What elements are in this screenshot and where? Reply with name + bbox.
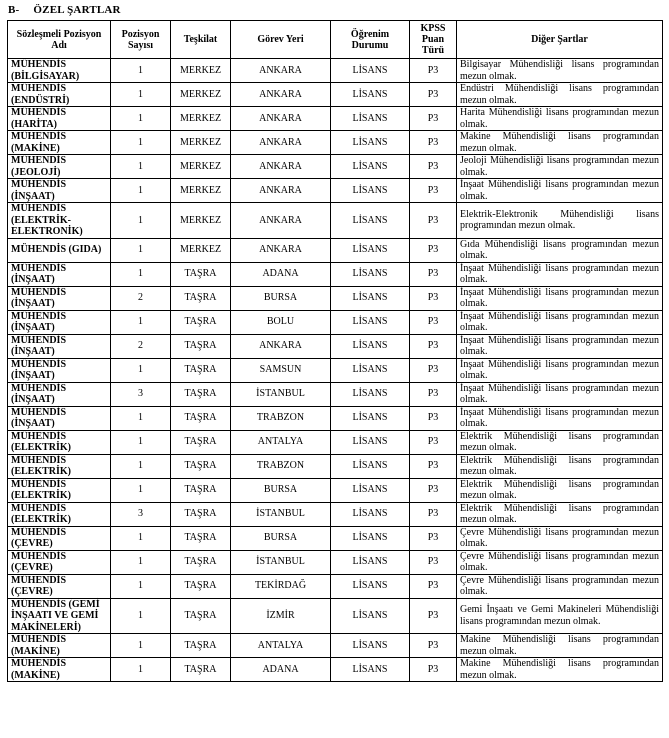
cell-position: MÜHENDİS (ENDÜSTRİ) [8,83,111,107]
cell-location: ANKARA [231,179,331,203]
cell-other: Gıda Mühendisliği lisans programından mezun olmak. [457,238,663,262]
cell-position: MÜHENDİS (MAKİNE) [8,634,111,658]
cell-count: 3 [111,382,171,406]
cell-education: LİSANS [331,502,410,526]
cell-other: İnşaat Mühendisliği lisans programından mezun olmak. [457,334,663,358]
cell-kpss: P3 [410,550,457,574]
cell-location: İZMİR [231,598,331,634]
cell-kpss: P3 [410,574,457,598]
cell-kpss: P3 [410,286,457,310]
table-row [8,131,663,155]
cell-education: LİSANS [331,658,410,682]
cell-kpss: P3 [410,59,457,83]
cell-org: TAŞRA [171,334,231,358]
cell-other: Bilgisayar Mühendisliği lisans programından mezun olmak. [457,59,663,83]
cell-other: Elektrik Mühendisliği lisans programından mezun olmak. [457,478,663,502]
header-kpss: KPSS Puan Türü [410,21,457,59]
table-row [8,550,663,574]
cell-location: TRABZON [231,454,331,478]
cell-other: Makine Mühendisliği lisans programından mezun olmak. [457,658,663,682]
cell-other: İnşaat Mühendisliği lisans programından mezun olmak. [457,382,663,406]
cell-location: İSTANBUL [231,382,331,406]
cell-position: MÜHENDİS (ÇEVRE) [8,526,111,550]
cell-position: MÜHENDİS (ELEKTRİK-ELEKTRONİK) [8,203,111,239]
requirements-table [7,20,663,682]
cell-kpss: P3 [410,502,457,526]
cell-kpss: P3 [410,430,457,454]
table-row [8,526,663,550]
table-row [8,107,663,131]
table-row [8,83,663,107]
cell-education: LİSANS [331,526,410,550]
cell-position: MÜHENDİS (ELEKTRİK) [8,430,111,454]
cell-org: TAŞRA [171,526,231,550]
cell-other: Çevre Mühendisliği lisans programından mezun olmak. [457,574,663,598]
cell-position: MÜHENDİS (MAKİNE) [8,131,111,155]
cell-count: 3 [111,502,171,526]
cell-position: MÜHENDİS (İNŞAAT) [8,334,111,358]
header-education: Öğrenim Durumu [331,21,410,59]
cell-kpss: P3 [410,406,457,430]
cell-org: MERKEZ [171,107,231,131]
cell-location: TEKİRDAĞ [231,574,331,598]
cell-count: 1 [111,430,171,454]
cell-position: MÜHENDİS (İNŞAAT) [8,406,111,430]
cell-org: TAŞRA [171,478,231,502]
cell-position: MÜHENDİS (İNŞAAT) [8,358,111,382]
cell-education: LİSANS [331,179,410,203]
table-row [8,430,663,454]
cell-position: MÜHENDİS (ELEKTRİK) [8,454,111,478]
cell-other: Makine Mühendisliği lisans programından mezun olmak. [457,634,663,658]
table-row [8,262,663,286]
table-row [8,658,663,682]
cell-location: BURSA [231,526,331,550]
cell-kpss: P3 [410,203,457,239]
cell-org: MERKEZ [171,238,231,262]
cell-education: LİSANS [331,634,410,658]
cell-position: MÜHENDİS (İNŞAAT) [8,382,111,406]
cell-position: MÜHENDİS (HARİTA) [8,107,111,131]
cell-location: ANKARA [231,155,331,179]
table-header-row [8,21,663,59]
cell-position: MÜHENDİS (İNŞAAT) [8,179,111,203]
cell-other: Gemi İnşaatı ve Gemi Makineleri Mühendisliği lisans programından mezun olmak. [457,598,663,634]
cell-education: LİSANS [331,598,410,634]
cell-position: MÜHENDİS (GEMİ İNŞAATI VE GEMİ MAKİNELERİ) [8,598,111,634]
cell-education: LİSANS [331,478,410,502]
cell-education: LİSANS [331,406,410,430]
cell-kpss: P3 [410,634,457,658]
cell-count: 1 [111,262,171,286]
cell-position: MÜHENDİS (ELEKTRİK) [8,502,111,526]
cell-count: 1 [111,478,171,502]
header-org: Teşkilat [171,21,231,59]
cell-location: ANTALYA [231,634,331,658]
cell-other: İnşaat Mühendisliği lisans programından mezun olmak. [457,179,663,203]
cell-other: Çevre Mühendisliği lisans programından mezun olmak. [457,550,663,574]
table-row [8,502,663,526]
cell-other: Elektrik-Elektronik Mühendisliği lisans programından mezun olmak. [457,203,663,239]
cell-count: 1 [111,83,171,107]
cell-kpss: P3 [410,83,457,107]
table-row [8,238,663,262]
cell-kpss: P3 [410,478,457,502]
cell-education: LİSANS [331,358,410,382]
table-row [8,203,663,239]
cell-location: ANTALYA [231,430,331,454]
cell-position: MÜHENDİS (JEOLOJİ) [8,155,111,179]
section-heading [8,4,121,16]
cell-position: MÜHENDİS (MAKİNE) [8,658,111,682]
cell-location: ANKARA [231,131,331,155]
cell-location: BURSA [231,478,331,502]
cell-kpss: P3 [410,310,457,334]
cell-location: ANKARA [231,107,331,131]
cell-org: TAŞRA [171,574,231,598]
cell-org: TAŞRA [171,598,231,634]
cell-education: LİSANS [331,574,410,598]
cell-org: TAŞRA [171,310,231,334]
cell-count: 2 [111,334,171,358]
cell-education: LİSANS [331,310,410,334]
cell-position: MÜHENDİS (ELEKTRİK) [8,478,111,502]
table-row [8,454,663,478]
cell-location: ANKARA [231,83,331,107]
cell-education: LİSANS [331,430,410,454]
cell-count: 1 [111,598,171,634]
cell-location: TRABZON [231,406,331,430]
table-row [8,382,663,406]
cell-org: MERKEZ [171,155,231,179]
cell-org: TAŞRA [171,502,231,526]
cell-kpss: P3 [410,155,457,179]
cell-education: LİSANS [331,155,410,179]
section-number: B- [8,4,20,16]
cell-org: TAŞRA [171,658,231,682]
cell-location: İSTANBUL [231,502,331,526]
cell-kpss: P3 [410,658,457,682]
cell-count: 2 [111,286,171,310]
cell-org: MERKEZ [171,203,231,239]
cell-education: LİSANS [331,107,410,131]
cell-org: MERKEZ [171,179,231,203]
cell-location: ADANA [231,262,331,286]
cell-org: MERKEZ [171,83,231,107]
table-row [8,574,663,598]
cell-count: 1 [111,107,171,131]
cell-education: LİSANS [331,550,410,574]
cell-org: MERKEZ [171,131,231,155]
cell-org: TAŞRA [171,262,231,286]
cell-kpss: P3 [410,179,457,203]
cell-org: TAŞRA [171,406,231,430]
cell-other: Jeoloji Mühendisliği lisans programından mezun olmak. [457,155,663,179]
table-body [8,59,663,682]
cell-kpss: P3 [410,238,457,262]
cell-count: 1 [111,550,171,574]
cell-education: LİSANS [331,454,410,478]
cell-education: LİSANS [331,334,410,358]
cell-education: LİSANS [331,238,410,262]
cell-education: LİSANS [331,83,410,107]
cell-count: 1 [111,406,171,430]
cell-other: Elektrik Mühendisliği lisans programından mezun olmak. [457,430,663,454]
table-row [8,334,663,358]
cell-kpss: P3 [410,598,457,634]
cell-org: TAŞRA [171,286,231,310]
cell-kpss: P3 [410,107,457,131]
cell-count: 1 [111,179,171,203]
header-location: Görev Yeri [231,21,331,59]
cell-position: MÜHENDİS (İNŞAAT) [8,310,111,334]
cell-count: 1 [111,155,171,179]
table-row [8,478,663,502]
cell-other: İnşaat Mühendisliği lisans programından mezun olmak. [457,310,663,334]
cell-org: MERKEZ [171,59,231,83]
cell-org: TAŞRA [171,382,231,406]
cell-count: 1 [111,310,171,334]
cell-position: MÜHENDİS (BİLGİSAYAR) [8,59,111,83]
cell-count: 1 [111,238,171,262]
cell-education: LİSANS [331,286,410,310]
cell-count: 1 [111,658,171,682]
cell-kpss: P3 [410,526,457,550]
cell-location: SAMSUN [231,358,331,382]
cell-education: LİSANS [331,59,410,83]
cell-kpss: P3 [410,358,457,382]
cell-location: ANKARA [231,238,331,262]
cell-org: TAŞRA [171,634,231,658]
cell-kpss: P3 [410,262,457,286]
cell-location: ANKARA [231,334,331,358]
cell-other: Endüstri Mühendisliği lisans programından mezun olmak. [457,83,663,107]
table-row [8,310,663,334]
cell-location: BOLU [231,310,331,334]
cell-position: MÜHENDİS (İNŞAAT) [8,286,111,310]
cell-other: İnşaat Mühendisliği lisans programından mezun olmak. [457,286,663,310]
cell-other: Makine Mühendisliği lisans programından mezun olmak. [457,131,663,155]
table-row [8,406,663,430]
table-row [8,179,663,203]
cell-location: BURSA [231,286,331,310]
cell-other: İnşaat Mühendisliği lisans programından mezun olmak. [457,406,663,430]
cell-count: 1 [111,131,171,155]
cell-other: Elektrik Mühendisliği lisans programından mezun olmak. [457,502,663,526]
table-row [8,358,663,382]
cell-org: TAŞRA [171,430,231,454]
cell-count: 1 [111,574,171,598]
cell-kpss: P3 [410,334,457,358]
header-position: Sözleşmeli Pozisyon Adı [8,21,111,59]
cell-kpss: P3 [410,454,457,478]
cell-education: LİSANS [331,382,410,406]
cell-count: 1 [111,358,171,382]
cell-org: TAŞRA [171,358,231,382]
header-other: Diğer Şartlar [457,21,663,59]
cell-position: MÜHENDİS (ÇEVRE) [8,574,111,598]
table-row [8,155,663,179]
cell-education: LİSANS [331,262,410,286]
cell-count: 1 [111,59,171,83]
cell-location: ANKARA [231,203,331,239]
cell-other: İnşaat Mühendisliği lisans programından mezun olmak. [457,358,663,382]
cell-location: ADANA [231,658,331,682]
cell-kpss: P3 [410,382,457,406]
cell-other: Harita Mühendisliği lisans programından mezun olmak. [457,107,663,131]
cell-location: ANKARA [231,59,331,83]
header-count: Pozisyon Sayısı [111,21,171,59]
cell-org: TAŞRA [171,454,231,478]
cell-education: LİSANS [331,131,410,155]
cell-count: 1 [111,634,171,658]
cell-position: MÜHENDİS (GIDA) [8,238,111,262]
cell-kpss: P3 [410,131,457,155]
cell-position: MÜHENDİS (ÇEVRE) [8,550,111,574]
cell-education: LİSANS [331,203,410,239]
cell-other: Çevre Mühendisliği lisans programından mezun olmak. [457,526,663,550]
table-row [8,59,663,83]
cell-org: TAŞRA [171,550,231,574]
table-row [8,634,663,658]
cell-position: MÜHENDİS (İNŞAAT) [8,262,111,286]
cell-count: 1 [111,454,171,478]
table-row [8,286,663,310]
cell-count: 1 [111,526,171,550]
table-row [8,598,663,634]
section-title: ÖZEL ŞARTLAR [33,4,121,16]
cell-other: Elektrik Mühendisliği lisans programından mezun olmak. [457,454,663,478]
cell-location: İSTANBUL [231,550,331,574]
cell-count: 1 [111,203,171,239]
cell-other: İnşaat Mühendisliği lisans programından mezun olmak. [457,262,663,286]
